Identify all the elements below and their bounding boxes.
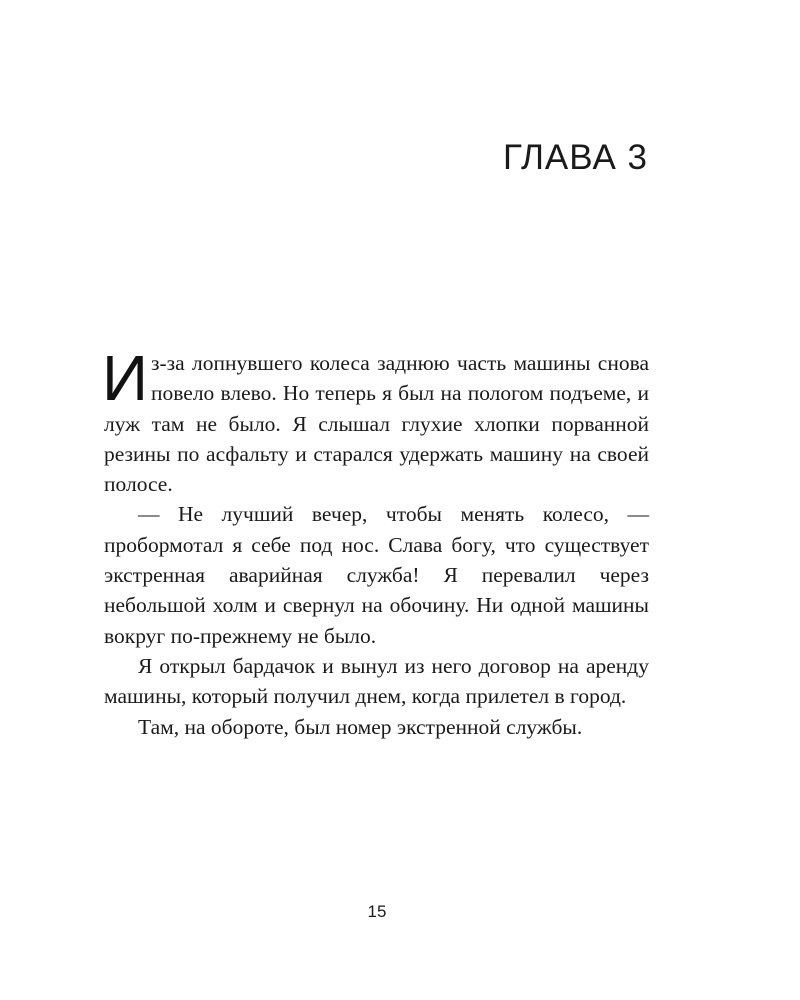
paragraph-2: — Не лучший вечер, чтобы менять колесо, — пробормотал я себе под нос. Слава богу, что существует экстренная аварийная служба! Я перевалил через небольшой холм и свернул на обочину. Ни одной машины вокруг по-прежнему не было. xyxy=(104,502,649,648)
chapter-text xyxy=(102,342,649,742)
paragraph-4: Там, на обороте, был номер экстренной службы. xyxy=(138,714,583,739)
paragraph-1-text: з-за лопнувшего колеса заднюю часть машины снова повело влево. Но теперь я был на пологом подъеме, и луж там не было. Я слышал глухие хлопки порванной резины по асфальту и старался удержать машину на своей полосе. xyxy=(104,351,649,497)
paragraph-1 xyxy=(102,342,649,499)
drop-cap: И xyxy=(102,342,148,414)
chapter-title: ГЛАВА 3 xyxy=(502,138,648,177)
page-number: 15 xyxy=(367,902,387,921)
paragraph-3: Я открыл бардачок и вынул из него договор на аренду машины, который получил днем, когда прилетел в город. xyxy=(104,653,649,709)
